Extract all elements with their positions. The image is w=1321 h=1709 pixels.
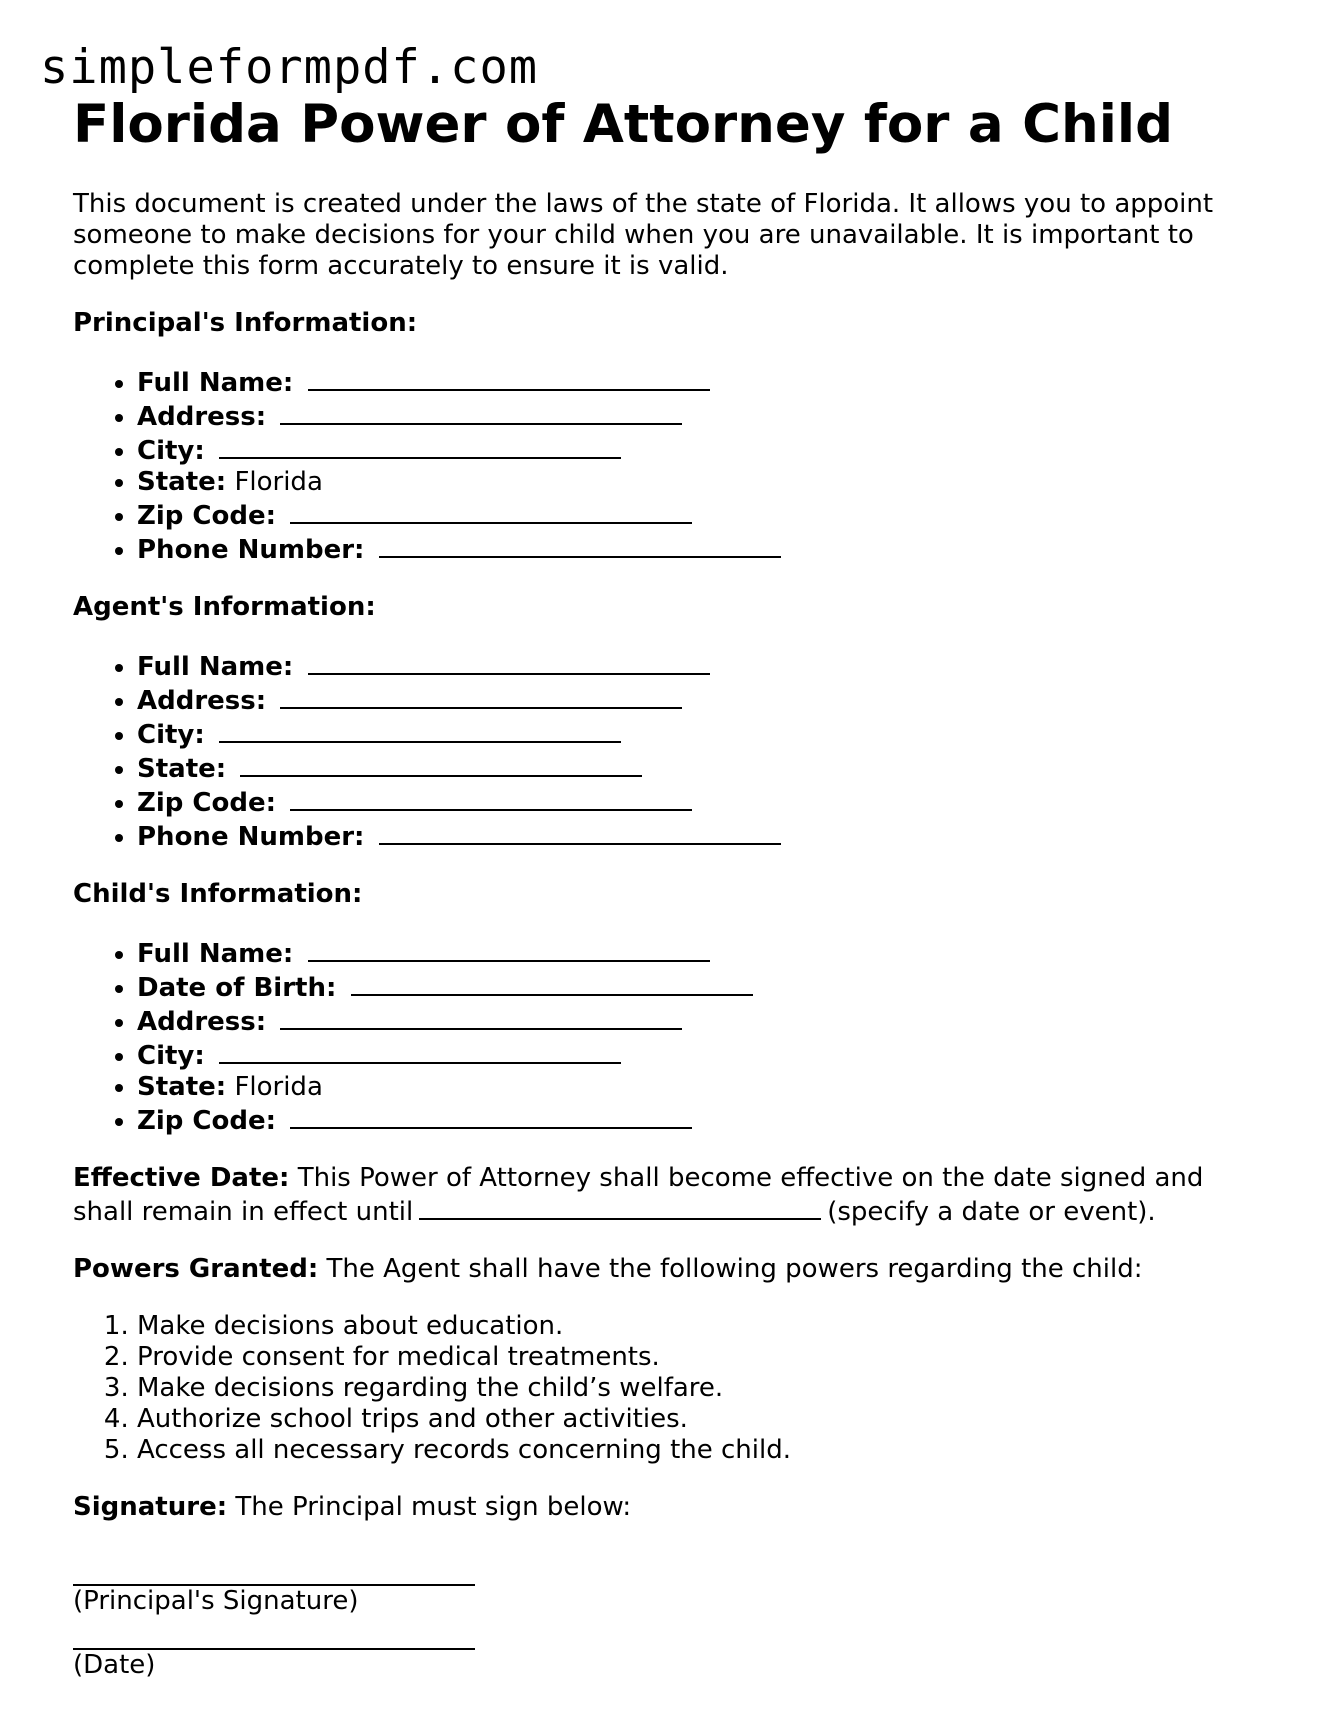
date-caption: (Date) <box>73 1650 156 1680</box>
agent-full-name-item <box>137 649 1263 683</box>
document-body <box>73 92 1263 1681</box>
child-heading: Child's Information: <box>73 879 363 909</box>
field-label: Zip Code: <box>137 788 277 818</box>
field-label: Zip Code: <box>137 1106 277 1136</box>
child-state-value: Florida <box>234 1072 323 1102</box>
field-label: Full Name: <box>137 652 294 682</box>
agent-phone-item <box>137 819 1263 853</box>
child-full-name-blank[interactable] <box>308 936 710 962</box>
field-label: State: <box>137 754 227 784</box>
agent-state-blank[interactable] <box>240 751 642 777</box>
principal-zip-item <box>137 498 1263 532</box>
field-label: Address: <box>137 686 267 716</box>
child-zip-item <box>137 1103 1263 1137</box>
signature-heading: Signature: <box>73 1492 228 1522</box>
principal-city-item <box>137 433 1263 467</box>
child-city-blank[interactable] <box>219 1038 621 1064</box>
agent-zip-blank[interactable] <box>290 785 692 811</box>
principal-full-name-blank[interactable] <box>308 365 710 391</box>
power-item: 4. Authorize school trips and other activities. <box>137 1404 1263 1435</box>
field-label: Address: <box>137 402 267 432</box>
agent-address-blank[interactable] <box>280 683 682 709</box>
child-zip-blank[interactable] <box>290 1103 692 1129</box>
field-label: State: <box>137 467 227 497</box>
field-label: City: <box>137 436 205 466</box>
power-item: 5. Access all necessary records concerning the child. <box>137 1435 1263 1466</box>
child-dob-item <box>137 970 1263 1004</box>
child-field-list <box>73 936 1263 1137</box>
principal-address-blank[interactable] <box>280 399 682 425</box>
agent-field-list <box>73 649 1263 853</box>
principal-signature-caption: (Principal's Signature) <box>73 1586 359 1616</box>
field-label: City: <box>137 720 205 750</box>
signature-paragraph <box>73 1492 1263 1523</box>
agent-address-item <box>137 683 1263 717</box>
principal-heading: Principal's Information: <box>73 308 418 338</box>
child-address-blank[interactable] <box>280 1004 682 1030</box>
powers-text: The Agent shall have the following powers regarding the child: <box>326 1254 1143 1284</box>
child-state-item <box>137 1072 1263 1103</box>
field-label: Full Name: <box>137 368 294 398</box>
power-item: 1. Make decisions about education. <box>137 1311 1263 1342</box>
effective-date-text: This Power of Attorney shall become effective on the date signed and shall remain in effect until <box>73 1163 1204 1227</box>
principal-phone-item <box>137 532 1263 566</box>
agent-zip-item <box>137 785 1263 819</box>
signature-block <box>73 1553 1263 1681</box>
powers-paragraph <box>73 1254 1263 1285</box>
principal-zip-blank[interactable] <box>290 498 692 524</box>
powers-list <box>73 1311 1263 1466</box>
effective-date-heading: Effective Date: <box>73 1163 290 1193</box>
field-label: State: <box>137 1072 227 1102</box>
principal-address-item <box>137 399 1263 433</box>
signature-text: The Principal must sign below: <box>235 1492 632 1522</box>
power-item: 3. Make decisions regarding the child’s welfare. <box>137 1373 1263 1404</box>
principal-state-item <box>137 467 1263 498</box>
child-dob-blank[interactable] <box>351 970 753 996</box>
child-city-item <box>137 1038 1263 1072</box>
child-full-name-item <box>137 936 1263 970</box>
field-label: Address: <box>137 1007 267 1037</box>
field-label: Date of Birth: <box>137 973 337 1003</box>
agent-phone-blank[interactable] <box>379 819 781 845</box>
agent-city-blank[interactable] <box>219 717 621 743</box>
agent-city-item <box>137 717 1263 751</box>
effective-date-suffix: (specify a date or event). <box>827 1197 1156 1227</box>
intro-paragraph: This document is created under the laws of the state of Florida. It allows you to appoint someone to make decisions for your child when you are unavailable. It is important to complete this form accurately to ensure it is valid. <box>73 189 1214 281</box>
site-watermark: simpleformpdf.com <box>40 40 539 95</box>
agent-state-item <box>137 751 1263 785</box>
agent-full-name-blank[interactable] <box>308 649 710 675</box>
effective-date-paragraph <box>73 1163 1263 1228</box>
effective-until-blank[interactable] <box>419 1194 821 1220</box>
field-label: Full Name: <box>137 939 294 969</box>
principal-state-value: Florida <box>234 467 323 497</box>
field-label: City: <box>137 1041 205 1071</box>
powers-heading: Powers Granted: <box>73 1254 319 1284</box>
field-label: Phone Number: <box>137 822 365 852</box>
principal-full-name-item <box>137 365 1263 399</box>
field-label: Phone Number: <box>137 535 365 565</box>
principal-signature-line[interactable] <box>73 1553 475 1586</box>
power-item: 2. Provide consent for medical treatments. <box>137 1342 1263 1373</box>
page-title: Florida Power of Attorney for a Child <box>73 94 1174 155</box>
date-signature-line[interactable] <box>73 1617 475 1650</box>
child-address-item <box>137 1004 1263 1038</box>
principal-field-list <box>73 365 1263 566</box>
principal-phone-blank[interactable] <box>379 532 781 558</box>
agent-heading: Agent's Information: <box>73 592 376 622</box>
principal-city-blank[interactable] <box>219 433 621 459</box>
field-label: Zip Code: <box>137 501 277 531</box>
